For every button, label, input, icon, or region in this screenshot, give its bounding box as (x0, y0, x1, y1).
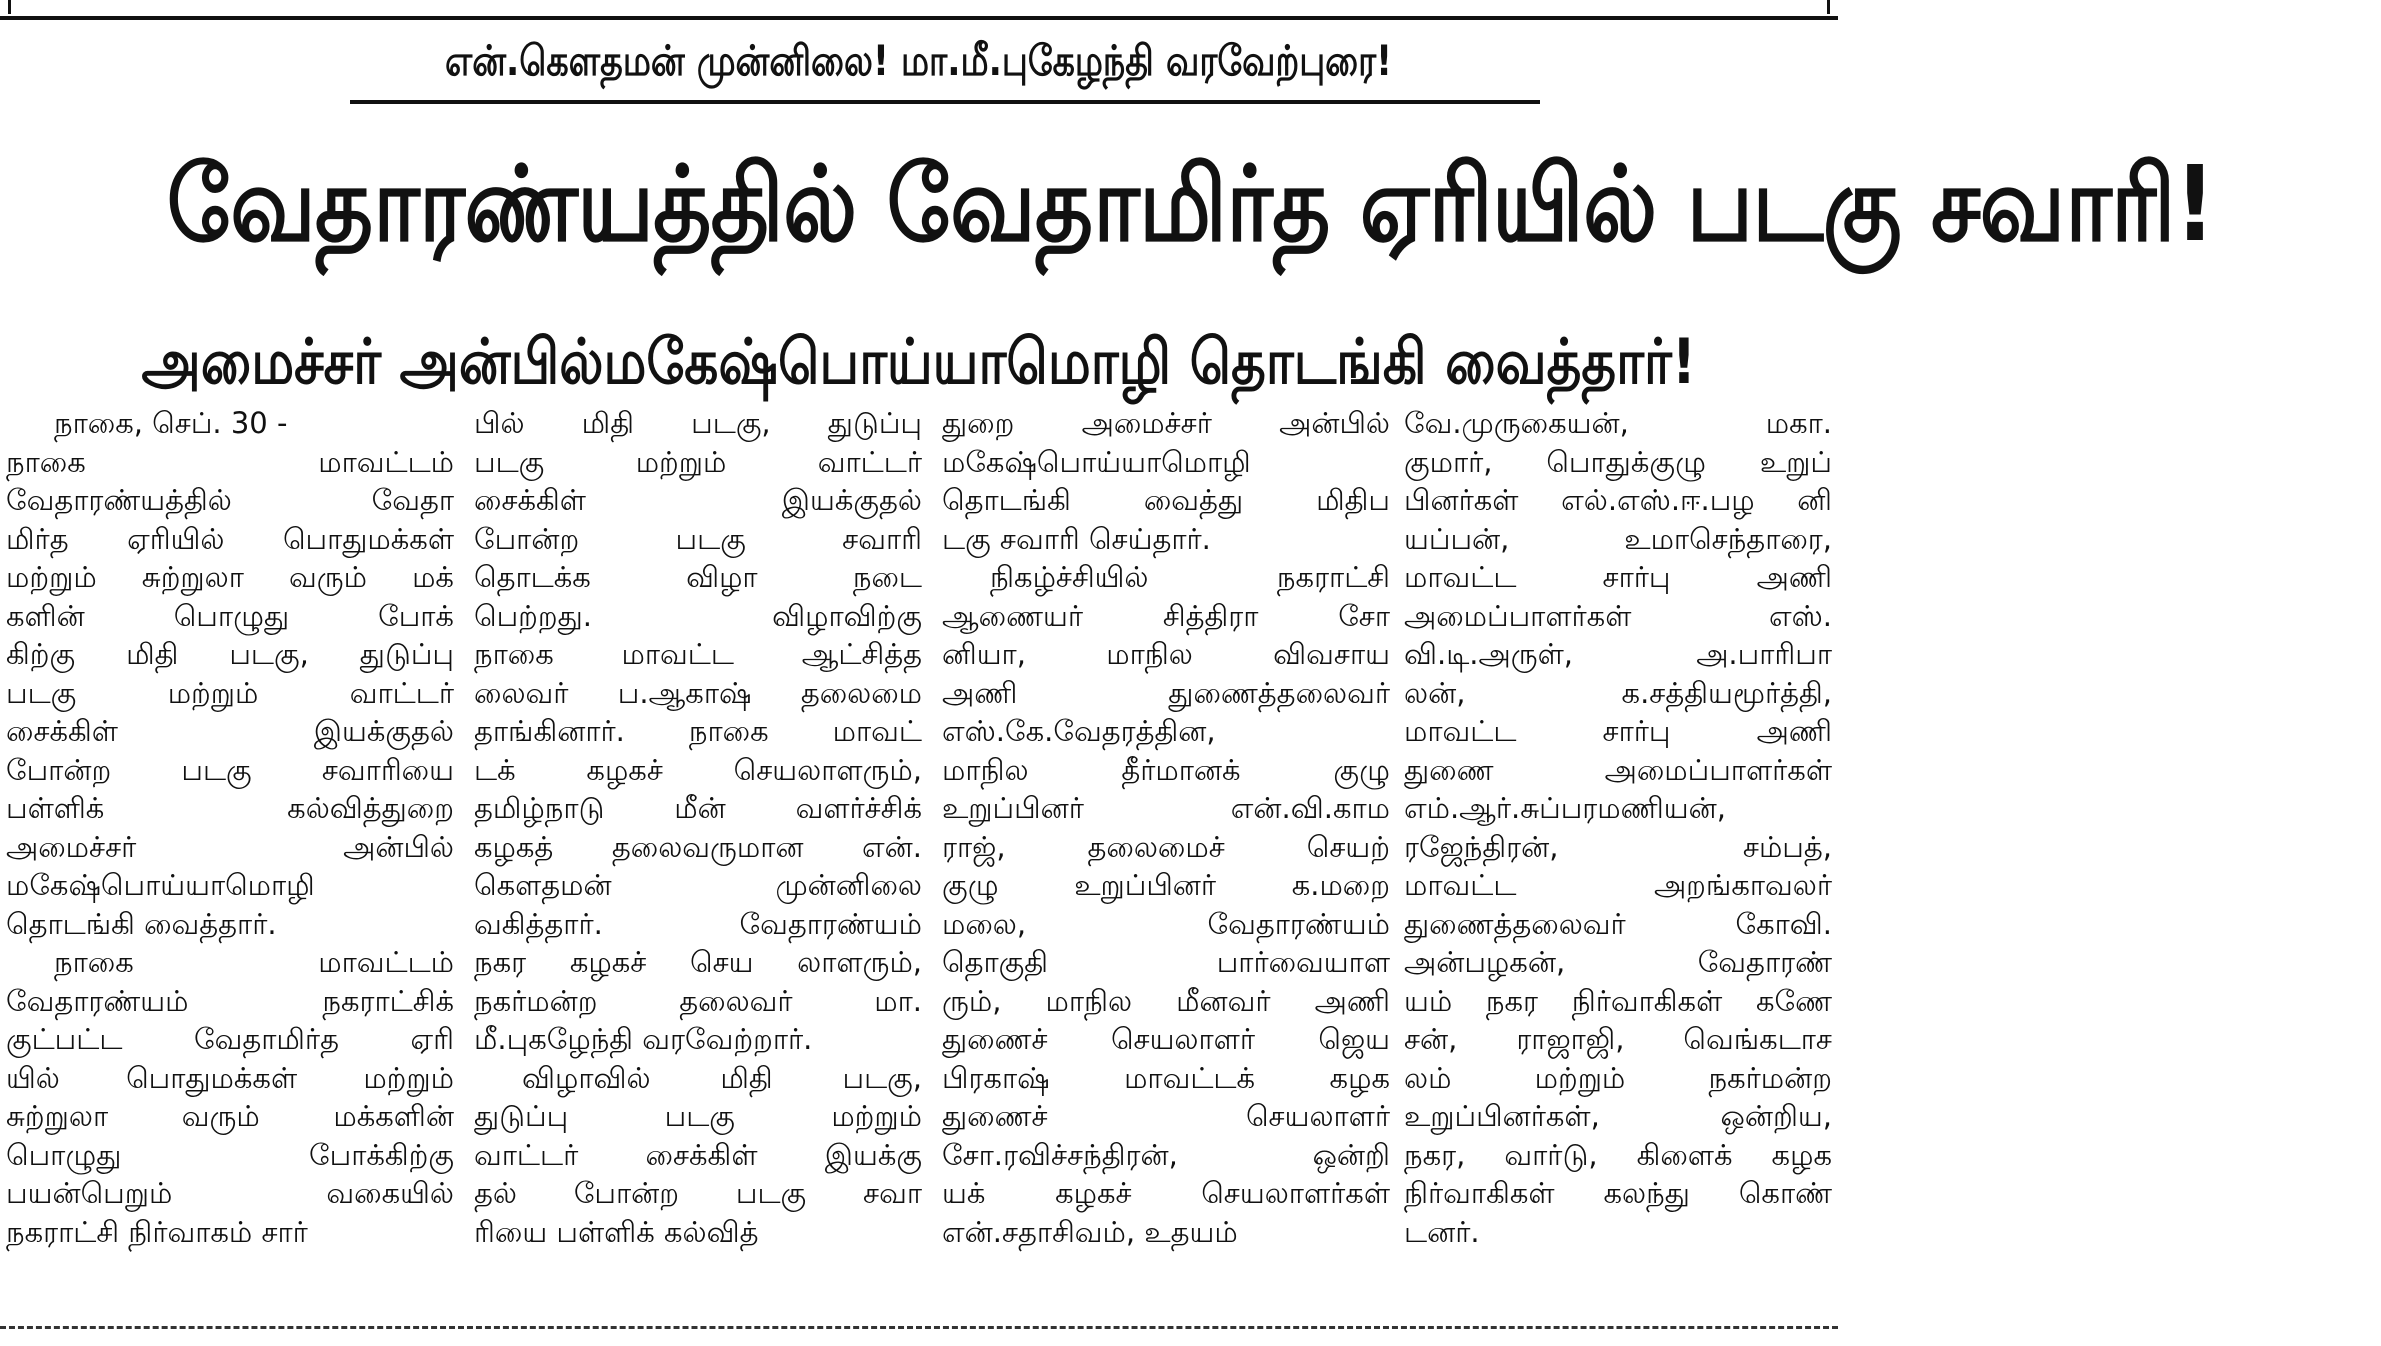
article-line: வி.டி.அருள், அ.பாரிபா (1404, 637, 1832, 671)
article-column-4 (1404, 404, 1832, 1314)
article-line: துணை அமைப்பாளர்கள் (1404, 752, 1832, 787)
article-line: யக் கழகச் செயலாளர்கள் (942, 1176, 1390, 1210)
article-line: மிர்த ஏரியில் பொதுமக்கள் (6, 521, 454, 556)
article-line: நாகை மாவட்ட ஆட்சித்த (474, 637, 922, 671)
article-line: மாவட்ட சார்பு அணி (1404, 714, 1832, 748)
article-line: நிர்வாகிகள் கலந்து கொண் (1404, 1176, 1832, 1210)
subheadline-text: அமைச்சர் அன்பில்மகேஷ்பொய்யாமொழி தொடங்கி வைத்தார்! (141, 325, 1697, 398)
article-line: மகேஷ்பொய்யாமொழி (6, 868, 315, 902)
main-headline-text: வேதாரண்யத்தில் வேதாமிர்த ஏரியில் படகு சவாரி! (166, 143, 2215, 265)
article-line: நாகை, செப். 30 - (54, 406, 288, 440)
article-line: வகித்தார். வேதாரண்யம் (474, 906, 922, 941)
article-line: ஆணையர் சித்திரா சோ (942, 598, 1390, 633)
article-line: சுற்றுலா வரும் மக்களின் (6, 1099, 454, 1133)
article-line: யில் பொதுமக்கள் மற்றும் (6, 1060, 454, 1095)
article-line: நகர்மன்ற தலைவர் மா. (474, 983, 922, 1018)
article-line: மலை, வேதாரண்யம் (942, 906, 1390, 941)
article-line: நகர கழகச் செய லாளரும், (474, 945, 922, 979)
article-line: தமிழ்நாடு மீன் வளர்ச்சிக் (474, 791, 922, 825)
article-line: ரியை பள்ளிக் கல்வித் (474, 1214, 759, 1249)
article-line: அமைச்சர் அன்பில் (6, 829, 454, 864)
article-line: கௌதமன் முன்னிலை (474, 868, 922, 902)
article-line: நாகை மாவட்டம் (54, 945, 454, 979)
article-line: துணைச் செயலாளர் (942, 1099, 1390, 1133)
article-line: துணைச் செயலாளர் ஜெய (942, 1022, 1390, 1056)
article-line: டக் கழகச் செயலாளரும், (474, 752, 922, 787)
article-line: ராஜ், தலைமைச் செயற் (942, 829, 1390, 864)
article-line: பிரகாஷ் மாவட்டக் கழக (942, 1060, 1390, 1095)
article-line: வேதாரண்யத்தில் வேதா (6, 483, 454, 517)
article-line: விழாவில் மிதி படகு, (522, 1060, 922, 1095)
article-line: னியா, மாநில விவசாய (942, 637, 1390, 671)
article-line: குழு உறுப்பினர் க.மறை (942, 868, 1390, 902)
article-line: தொடங்கி வைத்து மிதிப (942, 483, 1390, 517)
article-line: பில் மிதி படகு, துடுப்பு (474, 406, 922, 440)
article-line: உறுப்பினர்கள், ஒன்றிய, (1404, 1099, 1832, 1133)
article-line: எஸ்.கே.வேதரத்தின, (942, 714, 1216, 748)
article-line: கழகத் தலைவருமான என். (474, 829, 922, 864)
article-line: சைக்கிள் இயக்குதல் (6, 714, 454, 748)
main-headline (0, 124, 2215, 284)
article-line: அணி துணைத்தலைவர் (942, 675, 1390, 710)
article-line: நகர, வார்டு, கிளைக் கழக (1404, 1137, 1832, 1172)
article-column-3 (942, 404, 1390, 1314)
article-line: போன்ற படகு சவாரியை (6, 752, 454, 787)
article-line: மாவட்ட சார்பு அணி (1404, 560, 1832, 594)
article-line: படகு மற்றும் வாட்டர் (6, 675, 454, 710)
article-line: துடுப்பு படகு மற்றும் (474, 1099, 922, 1133)
article-line: மற்றும் சுற்றுலா வரும் மக் (6, 560, 454, 594)
article-line: பொழுது போக்கிற்கு (6, 1137, 454, 1172)
article-line: எம்.ஆர்.சுப்பரமணியன், (1404, 791, 1726, 825)
article-line: மீ.புகழேந்தி வரவேற்றார். (474, 1022, 813, 1056)
article-line: யம் நகர நிர்வாகிகள் கணே (1404, 983, 1832, 1018)
article-line: களின் பொழுது போக் (6, 598, 454, 633)
article-column-1 (6, 404, 454, 1314)
article-line: வே.முருகையன், மகா. (1404, 406, 1832, 440)
article-line: படகு மற்றும் வாட்டர் (474, 444, 922, 479)
article-line: வேதாரண்யம் நகராட்சிக் (6, 983, 454, 1018)
article-line: உறுப்பினர் என்.வி.காம (942, 791, 1390, 825)
article-line: குட்பட்ட வேதாமிர்த ஏரி (6, 1022, 454, 1056)
article-line: தொடக்க விழா நடை (474, 560, 922, 594)
article-line: துணைத்தலைவர் கோவி. (1404, 906, 1832, 941)
article-line: லைவர் ப.ஆகாஷ் தலைமை (474, 675, 922, 710)
article-line: என்.சதாசிவம், உதயம் (942, 1214, 1238, 1249)
article-line: அன்பழகன், வேதாரண் (1404, 945, 1832, 979)
article-line: போன்ற படகு சவாரி (474, 521, 922, 556)
article-line: சோ.ரவிச்சந்திரன், ஒன்றி (942, 1137, 1390, 1172)
article-line: குமார், பொதுக்குழு உறுப் (1404, 444, 1832, 479)
article-line: துறை அமைச்சர் அன்பில் (942, 406, 1390, 440)
article-line: டனர். (1404, 1214, 1480, 1249)
kicker-strip (0, 20, 1838, 106)
article-body (6, 404, 1832, 1314)
article-line: பினர்கள் எல்.எஸ்.ஈ.பழ னி (1404, 483, 1832, 517)
article-line: யப்பன், உமாசெந்தாரை, (1404, 521, 1832, 556)
article-line: வாட்டர் சைக்கிள் இயக்கு (474, 1137, 922, 1172)
kicker-underline (350, 100, 1540, 104)
article-line: தல் போன்ற படகு சவா (474, 1176, 922, 1210)
article-line: டகு சவாரி செய்தார். (942, 521, 1211, 556)
article-line: மாவட்ட அறங்காவலர் (1404, 868, 1832, 902)
article-line: தொடங்கி வைத்தார். (6, 906, 277, 941)
top-border-rule (0, 0, 1838, 20)
bottom-dashed-rule (0, 1326, 1838, 1329)
article-line: மாநில தீர்மானக் குழு (942, 752, 1390, 787)
article-line: லம் மற்றும் நகர்மன்ற (1404, 1060, 1832, 1095)
article-line: கிற்கு மிதி படகு, துடுப்பு (6, 637, 454, 671)
kicker-headline: என்.கௌதமன் முன்னிலை! மா.மீ.புகேழந்தி வரவேற்புரை! (445, 36, 1393, 85)
subheadline (0, 312, 1838, 412)
article-line: மகேஷ்பொய்யாமொழி (942, 444, 1251, 479)
article-column-2 (474, 404, 922, 1314)
article-line: சன், ராஜாஜி, வெங்கடாச (1404, 1022, 1832, 1056)
article-line: தொகுதி பார்வையாள (942, 945, 1390, 979)
article-line: ரஜேந்திரன், சம்பத், (1404, 829, 1832, 864)
article-line: லன், க.சத்தியமூர்த்தி, (1404, 675, 1832, 710)
article-line: ரும், மாநில மீனவர் அணி (942, 983, 1390, 1018)
article-line: பெற்றது. விழாவிற்கு (474, 598, 922, 633)
article-line: அமைப்பாளர்கள் எஸ். (1404, 598, 1832, 633)
article-line: நாகை மாவட்டம் (6, 444, 454, 479)
article-line: நகராட்சி நிர்வாகம் சார் (6, 1214, 308, 1249)
article-line: தாங்கினார். நாகை மாவட் (474, 714, 922, 748)
article-line: சைக்கிள் இயக்குதல் (474, 483, 922, 517)
article-line: பயன்பெறும் வகையில் (6, 1176, 454, 1210)
article-line: நிகழ்ச்சியில் நகராட்சி (990, 560, 1390, 594)
article-line: பள்ளிக் கல்வித்துறை (6, 791, 454, 825)
